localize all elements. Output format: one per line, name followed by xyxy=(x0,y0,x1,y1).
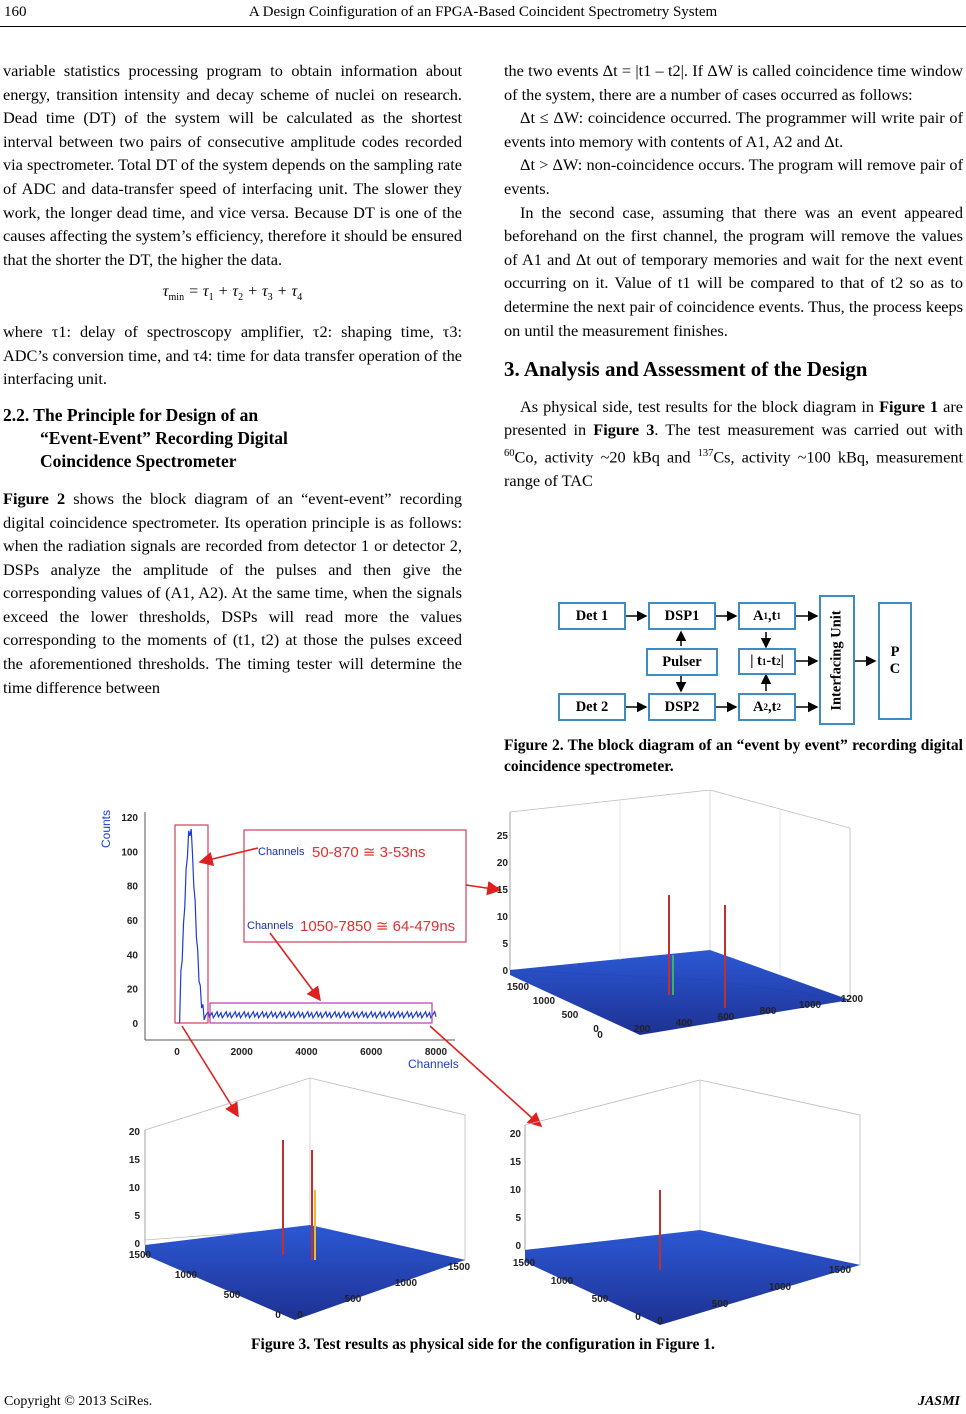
plot-bl-ytick: 0 xyxy=(275,1310,281,1321)
plot-br-ztick: 0 xyxy=(515,1241,521,1252)
plot-br-ytick: 1500 xyxy=(512,1258,536,1269)
dsp2-block: DSP2 xyxy=(648,693,716,721)
section-2-2-heading-line3: Coincidence Spectrometer xyxy=(40,450,237,471)
spectrum-xtick: 2000 xyxy=(230,1047,253,1058)
plot-tr-ztick: 15 xyxy=(496,885,508,896)
annotation-2-value: 1050-7850 ≅ 64-479ns xyxy=(300,918,456,935)
left-paragraph-1: variable statistics processing program to obtain information about energy, transition intensity and decay scheme of nuclei on research. Dead time (DT) of the system will be calculated as the shortest interval between two pairs of consecutive amplitude codes recorded via spectrometer. Total DT of the system depends on the sampling rate of ADC and data-transfer speed of interfacing unit. The slower they work, the longer dead time, and vice versa. Because DT is one of the causes affecting the system’s efficiency, therefore it should be ensured that the shorter the DT, the higher the data. xyxy=(3,61,462,269)
plot-br-xtick: 1000 xyxy=(768,1282,792,1293)
plot-br-xtick: 500 xyxy=(711,1299,729,1310)
dsp1-block: DSP1 xyxy=(648,602,716,630)
plot-bl-ztick: 15 xyxy=(128,1155,140,1166)
spectrum-ytick: 40 xyxy=(126,950,138,962)
figure-1-ref[interactable]: Figure 1 xyxy=(879,396,939,416)
a1-t1-block: A 1 ,t 1 xyxy=(738,602,796,630)
plot-bl-ztick: 0 xyxy=(134,1239,140,1250)
plot-br-ztick: 20 xyxy=(509,1129,521,1140)
plot-tr-xtick: 400 xyxy=(675,1018,693,1029)
plot-bl-ztick: 10 xyxy=(128,1183,140,1194)
spectrum-ylabel: Counts xyxy=(99,809,113,848)
plot-tr-ytick: 0 xyxy=(593,1024,599,1035)
plot-br-ztick: 10 xyxy=(509,1185,521,1196)
time-difference-block: | t 1 -t 2 | xyxy=(738,648,796,675)
plot-bl-ytick: 1500 xyxy=(128,1250,152,1261)
equation-explanation: where τ1: delay of spectroscopy amplifier, τ2: shaping time, τ3: ADC’s conversion time, and τ4: time for data transfer operation of the interfacing unit. xyxy=(3,322,462,389)
plot-tr-ztick: 5 xyxy=(502,939,508,950)
dead-time-equation: $\tau_{min} = \tau_1 + \tau_2 + \tau_3 + \tau_4$ xyxy=(162,283,303,304)
right-column xyxy=(504,59,963,493)
plot-tr-xtick: 1000 xyxy=(798,1000,822,1011)
plot-tr-ytick: 500 xyxy=(561,1010,579,1021)
plot-br-ztick: 5 xyxy=(515,1213,521,1224)
plot-br-ztick: 15 xyxy=(509,1157,521,1168)
plot-tr-xtick: 1200 xyxy=(840,994,864,1005)
left-column xyxy=(3,59,462,699)
case-coincidence: Δt ≤ ΔW: coincidence occurred. The programmer will write pair of events into memory with contents of A1, A2 and Δt. xyxy=(504,108,963,151)
interfacing-unit-block: Interfacing Unit xyxy=(819,595,855,725)
plot-tr-xtick: 600 xyxy=(717,1012,735,1023)
plot-br-ytick: 1000 xyxy=(550,1276,574,1287)
right-paragraph-2: In the second case, assuming that there was an event appeared beforehand on the first channel, the program will remove the values of A1 and Δt out of temporary memories and wait for the next event occurring on it. Value of t1 will be compared to that of t2 so as to determine the next pair of coincidence events. Thus, the process keeps on until the measurement finishes. xyxy=(504,202,963,340)
plot-bl-xtick: 1000 xyxy=(394,1278,418,1289)
case-non-coincidence: Δt > ΔW: non-coincidence occurs. The program will remove pair of events. xyxy=(504,155,963,198)
plot-br-xtick: 0 xyxy=(657,1316,663,1327)
plot-tr-ztick: 0 xyxy=(502,966,508,977)
plot-3d-bottom-left xyxy=(129,1078,471,1321)
plot-3d-bottom-right xyxy=(510,1080,860,1327)
figure-2-caption: Figure 2. The block diagram of an “event by event” recording digital coincidence spectrometer. xyxy=(504,737,963,775)
plot-bl-xtick: 1500 xyxy=(447,1262,471,1273)
annotation-2-prefix: Channels xyxy=(247,920,294,932)
plot-3d-top-right xyxy=(497,790,864,1041)
figure-3-graphics xyxy=(0,790,966,1330)
plot-br-ytick: 0 xyxy=(635,1312,641,1323)
plot-bl-xtick: 500 xyxy=(344,1294,362,1305)
spectrum-xlabel: Channels xyxy=(408,1057,459,1071)
plot-br-ytick: 500 xyxy=(591,1294,609,1305)
copyright: Copyright © 2013 SciRes. xyxy=(4,1394,153,1409)
det1-block: Det 1 xyxy=(558,602,626,630)
section-2-2-heading-line2: “Event-Event” Recording Digital xyxy=(40,427,288,448)
plot-br-xtick: 1500 xyxy=(828,1265,852,1276)
spectrum-ytick: 0 xyxy=(132,1019,138,1030)
plot-bl-ztick: 5 xyxy=(134,1211,140,1222)
plot-tr-ytick: 1000 xyxy=(532,996,556,1007)
page-number: 160 xyxy=(4,4,27,20)
section-2-2-heading xyxy=(3,404,462,473)
plot-bl-xtick: 0 xyxy=(297,1310,303,1321)
a2-t2-block: A 2 ,t 2 xyxy=(738,693,796,721)
det2-block: Det 2 xyxy=(558,693,626,721)
figure-2-ref[interactable]: Figure 2 xyxy=(3,488,66,508)
running-title: A Design Coinfiguration of an FPGA-Based Coincident Spectrometry System xyxy=(248,4,718,20)
plot-bl-ytick: 1000 xyxy=(174,1270,198,1281)
right-paragraph-3: As physical side, test results for the block diagram in Figure 1 are presented in Figure 3. The test measurement was carried out with $^{60}$Co, activity ~20 kBq and $^{137}$Cs, activity ~100 kBq, measurement range of TAC xyxy=(504,396,963,490)
figure-3 xyxy=(0,790,966,1330)
header-rule xyxy=(0,26,966,27)
figure-2-block-diagram xyxy=(548,592,920,726)
spectrum-xtick: 4000 xyxy=(295,1047,318,1058)
spectrum-ytick: 20 xyxy=(126,984,138,996)
left-paragraph-2: Figure 2 shows the block diagram of an “event-event” recording digital coincidence spectrometer. Its operation principle is as follows: when the radiation signals are recorded from detector 1 or detector 2, DSPs analyze the amplitude of the pulses and then give the corresponding values of (A1, A2). At the same time, when the signals exceed the lower thresholds, DSPs will read more the values corresponding to the moments of (t1, t2) at those the pulses exceed the aforementioned thresholds. The timing tester will determine the time difference between xyxy=(3,488,462,697)
section-2-2-heading-line1: 2.2. The Principle for Design of an xyxy=(3,404,259,425)
pulser-block: Pulser xyxy=(646,648,718,676)
plot-tr-ytick: 1500 xyxy=(506,982,530,993)
pc-block: P C xyxy=(878,602,912,720)
plot-tr-ztick: 25 xyxy=(496,831,508,842)
plot-tr-xtick: 200 xyxy=(633,1024,651,1035)
plot-tr-xtick: 0 xyxy=(597,1030,603,1041)
plot-tr-ztick: 10 xyxy=(496,912,508,923)
figure-3-caption: Figure 3. Test results as physical side for the configuration in Figure 1. xyxy=(251,1336,715,1353)
plot-bl-ztick: 20 xyxy=(128,1127,140,1138)
journal-name: JASMI xyxy=(917,1394,960,1409)
plot-tr-ztick: 20 xyxy=(496,858,508,869)
spectrum-ytick: 80 xyxy=(126,881,138,893)
spectrum-xtick: 8000 xyxy=(424,1047,448,1058)
spectrum-ytick: 100 xyxy=(121,847,138,859)
figure-3-ref[interactable]: Figure 3 xyxy=(593,420,655,440)
plot-tr-xtick: 800 xyxy=(759,1006,777,1017)
spectrum-ytick: 120 xyxy=(121,813,138,824)
spectrum-ytick: 60 xyxy=(126,916,138,927)
right-paragraph-1: the two events Δt = |t1 – t2|. If ΔW is called coincidence time window of the system, there are a number of cases occurred as follows: xyxy=(504,61,963,104)
spectrum-plot xyxy=(99,810,541,1126)
annotation-1-prefix: Channels xyxy=(258,846,305,858)
spectrum-xtick: 6000 xyxy=(360,1047,383,1058)
section-3-heading: 3. Analysis and Assessment of the Design xyxy=(504,357,868,382)
annotation-1-value: 50-870 ≅ 3-53ns xyxy=(312,844,426,861)
spectrum-xtick: 0 xyxy=(174,1047,180,1058)
plot-bl-ytick: 500 xyxy=(223,1290,241,1301)
